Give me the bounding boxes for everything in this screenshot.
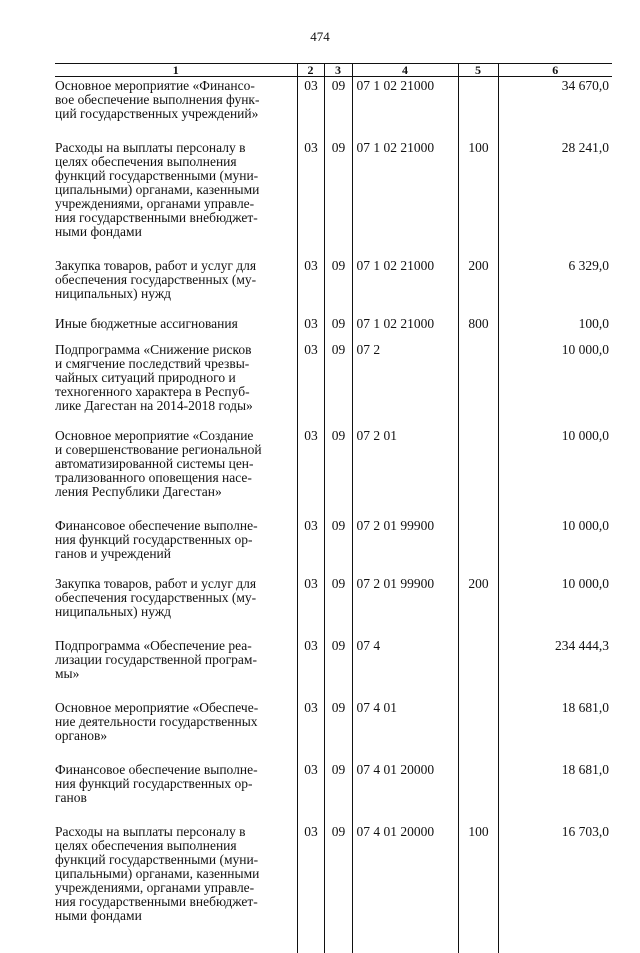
subsection-code-cell: 09 xyxy=(324,257,352,315)
row-name-line: обеспечения государственных (му- xyxy=(55,273,294,287)
row-name-line: Основное мероприятие «Обеспече- xyxy=(55,701,294,715)
amount-cell: 10 000,0 xyxy=(498,517,612,575)
table-row xyxy=(55,77,612,140)
row-name-line: Закупка товаров, работ и услуг для xyxy=(55,577,294,591)
row-name-line: ниципальных) нужд xyxy=(55,287,294,301)
target-article-cell: 07 2 xyxy=(352,341,458,427)
row-name-line: Финансовое обеспечение выполне- xyxy=(55,763,294,777)
section-code-cell: 03 xyxy=(297,315,324,341)
row-name-line: вое обеспечение выполнения функ- xyxy=(55,93,294,107)
row-name-cell xyxy=(55,315,297,341)
subsection-code-cell: 09 xyxy=(324,517,352,575)
row-name-line: ния государственными внебюджет- xyxy=(55,895,294,909)
row-name-line: ния функций государственных ор- xyxy=(55,533,294,547)
amount-cell: 6 329,0 xyxy=(498,257,612,315)
row-name-line: органов» xyxy=(55,729,294,743)
section-code-cell: 03 xyxy=(297,139,324,257)
target-article-cell: 07 4 01 20000 xyxy=(352,761,458,823)
row-name-line: ций государственных учреждений» xyxy=(55,107,294,121)
amount-cell: 10 000,0 xyxy=(498,427,612,517)
table-row xyxy=(55,637,612,699)
subsection-code-cell: 09 xyxy=(324,315,352,341)
table-row xyxy=(55,315,612,341)
target-article-cell: 07 1 02 21000 xyxy=(352,257,458,315)
row-name-cell xyxy=(55,761,297,823)
section-code-cell: 03 xyxy=(297,699,324,761)
expense-type-cell xyxy=(458,699,498,761)
subsection-code-cell: 09 xyxy=(324,637,352,699)
expense-type-cell xyxy=(458,427,498,517)
row-name-line: ние деятельности государственных xyxy=(55,715,294,729)
row-name-cell xyxy=(55,139,297,257)
expense-type-cell xyxy=(458,341,498,427)
section-code-cell: 03 xyxy=(297,761,324,823)
table-row xyxy=(55,575,612,637)
subsection-code-cell: 09 xyxy=(324,575,352,637)
row-name-line: целях обеспечения выполнения xyxy=(55,155,294,169)
row-name-line: Расходы на выплаты персоналу в xyxy=(55,825,294,839)
section-code-cell: 03 xyxy=(297,575,324,637)
target-article-cell: 07 4 01 xyxy=(352,699,458,761)
row-name-line: чайных ситуаций природного и xyxy=(55,371,294,385)
table-row xyxy=(55,517,612,575)
amount-cell: 234 444,3 xyxy=(498,637,612,699)
row-name-cell xyxy=(55,427,297,517)
row-name-line: лизации государственной програм- xyxy=(55,653,294,667)
row-name-line: трализованного оповещения насе- xyxy=(55,471,294,485)
section-code-cell: 03 xyxy=(297,341,324,427)
row-name-line: Закупка товаров, работ и услуг для xyxy=(55,259,294,273)
row-name-cell xyxy=(55,823,297,953)
row-name-line: учреждениями, органами управле- xyxy=(55,197,294,211)
row-name-line: и совершенствование региональной xyxy=(55,443,294,457)
subsection-code-cell: 09 xyxy=(324,699,352,761)
row-name-line: ния функций государственных ор- xyxy=(55,777,294,791)
expense-type-cell: 100 xyxy=(458,139,498,257)
table-row xyxy=(55,139,612,257)
row-name-cell xyxy=(55,341,297,427)
page-number: 474 xyxy=(0,29,640,45)
row-name-line: автоматизированной системы цен- xyxy=(55,457,294,471)
expense-type-cell: 800 xyxy=(458,315,498,341)
row-name-line: учреждениями, органами управле- xyxy=(55,881,294,895)
row-name-line: Основное мероприятие «Создание xyxy=(55,429,294,443)
row-name-line: лике Дагестан на 2014-2018 годы» xyxy=(55,399,294,413)
row-name-line: мы» xyxy=(55,667,294,681)
row-name-line: функций государственными (муни- xyxy=(55,169,294,183)
subsection-code-cell: 09 xyxy=(324,139,352,257)
target-article-cell: 07 2 01 xyxy=(352,427,458,517)
budget-table xyxy=(55,63,612,953)
section-code-cell: 03 xyxy=(297,257,324,315)
subsection-code-cell: 09 xyxy=(324,761,352,823)
section-code-cell: 03 xyxy=(297,77,324,140)
section-code-cell: 03 xyxy=(297,823,324,953)
target-article-cell: 07 4 01 20000 xyxy=(352,823,458,953)
amount-cell: 10 000,0 xyxy=(498,341,612,427)
row-name-line: ления Республики Дагестан» xyxy=(55,485,294,499)
target-article-cell: 07 1 02 21000 xyxy=(352,77,458,140)
expense-type-cell: 100 xyxy=(458,823,498,953)
table-body xyxy=(55,77,612,953)
expense-type-cell xyxy=(458,517,498,575)
amount-cell: 34 670,0 xyxy=(498,77,612,140)
row-name-cell xyxy=(55,699,297,761)
row-name-line: Основное мероприятие «Финансо- xyxy=(55,79,294,93)
row-name-line: ными фондами xyxy=(55,225,294,239)
table-row xyxy=(55,823,612,953)
expense-type-cell: 200 xyxy=(458,257,498,315)
amount-cell: 18 681,0 xyxy=(498,699,612,761)
row-name-line: ния государственными внебюджет- xyxy=(55,211,294,225)
table-row xyxy=(55,257,612,315)
row-name-cell xyxy=(55,575,297,637)
row-name-line: целях обеспечения выполнения xyxy=(55,839,294,853)
row-name-cell xyxy=(55,637,297,699)
target-article-cell: 07 1 02 21000 xyxy=(352,315,458,341)
section-code-cell: 03 xyxy=(297,637,324,699)
row-name-cell xyxy=(55,517,297,575)
subsection-code-cell: 09 xyxy=(324,427,352,517)
table-row xyxy=(55,341,612,427)
column-header-5: 5 xyxy=(458,64,498,77)
target-article-cell: 07 4 xyxy=(352,637,458,699)
expense-type-cell: 200 xyxy=(458,575,498,637)
amount-cell: 100,0 xyxy=(498,315,612,341)
expense-type-cell xyxy=(458,77,498,140)
row-name-line: и смягчение последствий чрезвы- xyxy=(55,357,294,371)
row-name-line: функций государственными (муни- xyxy=(55,853,294,867)
subsection-code-cell: 09 xyxy=(324,341,352,427)
column-header-6: 6 xyxy=(498,64,612,77)
row-name-line: ганов и учреждений xyxy=(55,547,294,561)
amount-cell: 28 241,0 xyxy=(498,139,612,257)
target-article-cell: 07 1 02 21000 xyxy=(352,139,458,257)
amount-cell: 18 681,0 xyxy=(498,761,612,823)
column-header-2: 2 xyxy=(297,64,324,77)
target-article-cell: 07 2 01 99900 xyxy=(352,517,458,575)
column-header-1: 1 xyxy=(55,64,297,77)
table-row xyxy=(55,699,612,761)
expense-type-cell xyxy=(458,761,498,823)
expense-type-cell xyxy=(458,637,498,699)
row-name-line: ципальными) органами, казенными xyxy=(55,867,294,881)
row-name-cell xyxy=(55,257,297,315)
row-name-line: обеспечения государственных (му- xyxy=(55,591,294,605)
row-name-line: ниципальных) нужд xyxy=(55,605,294,619)
table-row xyxy=(55,427,612,517)
section-code-cell: 03 xyxy=(297,517,324,575)
row-name-line: Подпрограмма «Снижение рисков xyxy=(55,343,294,357)
table-row xyxy=(55,761,612,823)
subsection-code-cell: 09 xyxy=(324,77,352,140)
row-name-line: Подпрограмма «Обеспечение реа- xyxy=(55,639,294,653)
row-name-line: Финансовое обеспечение выполне- xyxy=(55,519,294,533)
column-header-4: 4 xyxy=(352,64,458,77)
amount-cell: 16 703,0 xyxy=(498,823,612,953)
row-name-cell xyxy=(55,77,297,140)
row-name-line: ными фондами xyxy=(55,909,294,923)
row-name-line: Иные бюджетные ассигнования xyxy=(55,317,294,331)
row-name-line: ганов xyxy=(55,791,294,805)
column-header-3: 3 xyxy=(324,64,352,77)
row-name-line: Расходы на выплаты персоналу в xyxy=(55,141,294,155)
section-code-cell: 03 xyxy=(297,427,324,517)
target-article-cell: 07 2 01 99900 xyxy=(352,575,458,637)
table-header-row xyxy=(55,64,612,77)
amount-cell: 10 000,0 xyxy=(498,575,612,637)
row-name-line: техногенного характера в Респуб- xyxy=(55,385,294,399)
subsection-code-cell: 09 xyxy=(324,823,352,953)
row-name-line: ципальными) органами, казенными xyxy=(55,183,294,197)
